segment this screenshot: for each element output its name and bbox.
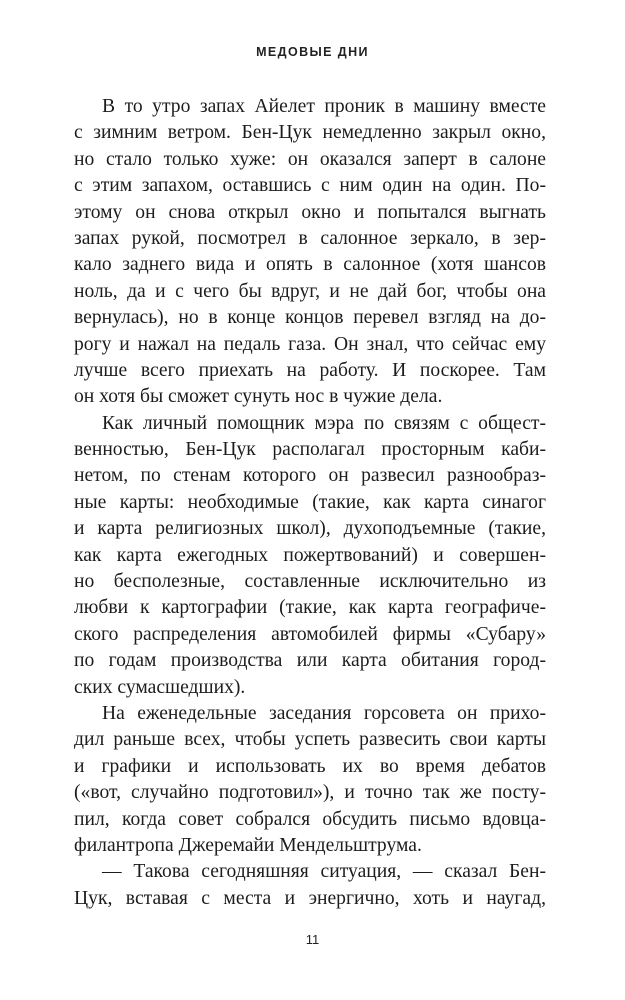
- text-line: с этим запахом, оставшись с ним один на один. По-: [74, 175, 546, 197]
- text-line: ского распределения автомобилей фирмы «Субару»: [74, 623, 546, 645]
- text-line: ских сумасшедших).: [74, 676, 246, 698]
- text-line: Цук, вставая с места и энергично, хоть и наугад,: [74, 887, 546, 909]
- text-line: На еженедельные заседания горсовета он прихо-: [102, 702, 546, 724]
- body-text: [74, 94, 546, 912]
- text-line: он хотя бы сможет сунуть нос в чужие дела.: [74, 386, 443, 408]
- text-line: («вот, случайно подготовил»), и точно так же посту-: [74, 782, 546, 804]
- text-line: венностью, Бен-Цук располагал просторным каби-: [74, 439, 546, 461]
- text-line: рогу и нажал на педаль газа. Он знал, что сейчас ему: [74, 333, 546, 355]
- text-line: Как личный помощник мэра по связям с общест-: [102, 412, 546, 434]
- text-line: запах рукой, посмотрел в салонное зеркало, в зер-: [74, 227, 546, 249]
- text-line: — Такова сегодняшняя ситуация, — сказал Бен-: [102, 861, 546, 883]
- text-line: но стало только хуже: он оказался заперт в салоне: [74, 148, 546, 170]
- text-line: вернулась), но в конце концов перевел взгляд на до-: [74, 307, 546, 329]
- text-line: но бесполезные, составленные исключительно из: [74, 571, 546, 593]
- text-line: пил, когда совет собрался обсудить письмо вдовца-: [74, 808, 546, 830]
- text-line: нетом, по стенам которого он развесил разнообраз-: [74, 465, 546, 487]
- text-line: дил раньше всех, чтобы успеть развесить свои карты: [74, 729, 546, 751]
- text-line: филантропа Джеремайи Мендельштрума.: [74, 834, 422, 856]
- text-line: ноль, да и с чего бы вдруг, и не дай бог, чтобы она: [74, 280, 546, 302]
- text-line: любви к картографии (такие, как карта географиче-: [74, 597, 546, 619]
- text-line: кало заднего вида и опять в салонное (хотя шансов: [74, 254, 546, 276]
- running-title: МЕДОВЫЕ ДНИ: [256, 45, 369, 59]
- text-line: по годам производства или карта обитания город-: [74, 650, 546, 672]
- page-number: 11: [305, 932, 320, 947]
- text-line: и графики и использовать их во время дебатов: [74, 755, 546, 777]
- text-line: как карта ежегодных пожертвований) и совершен-: [74, 544, 546, 566]
- text-line: с зимним ветром. Бен-Цук немедленно закрыл окно,: [74, 122, 546, 144]
- text-line: лучше всего приехать на работу. И поскорее. Там: [74, 359, 546, 381]
- text-line: ные карты: необходимые (такие, как карта синагог: [74, 491, 546, 513]
- text-line: В то утро запах Айелет проник в машину вместе: [102, 96, 546, 117]
- text-line: и карта религиозных школ), духоподъемные (такие,: [74, 518, 546, 540]
- text-line: этому он снова открыл окно и попытался выгнать: [74, 201, 546, 223]
